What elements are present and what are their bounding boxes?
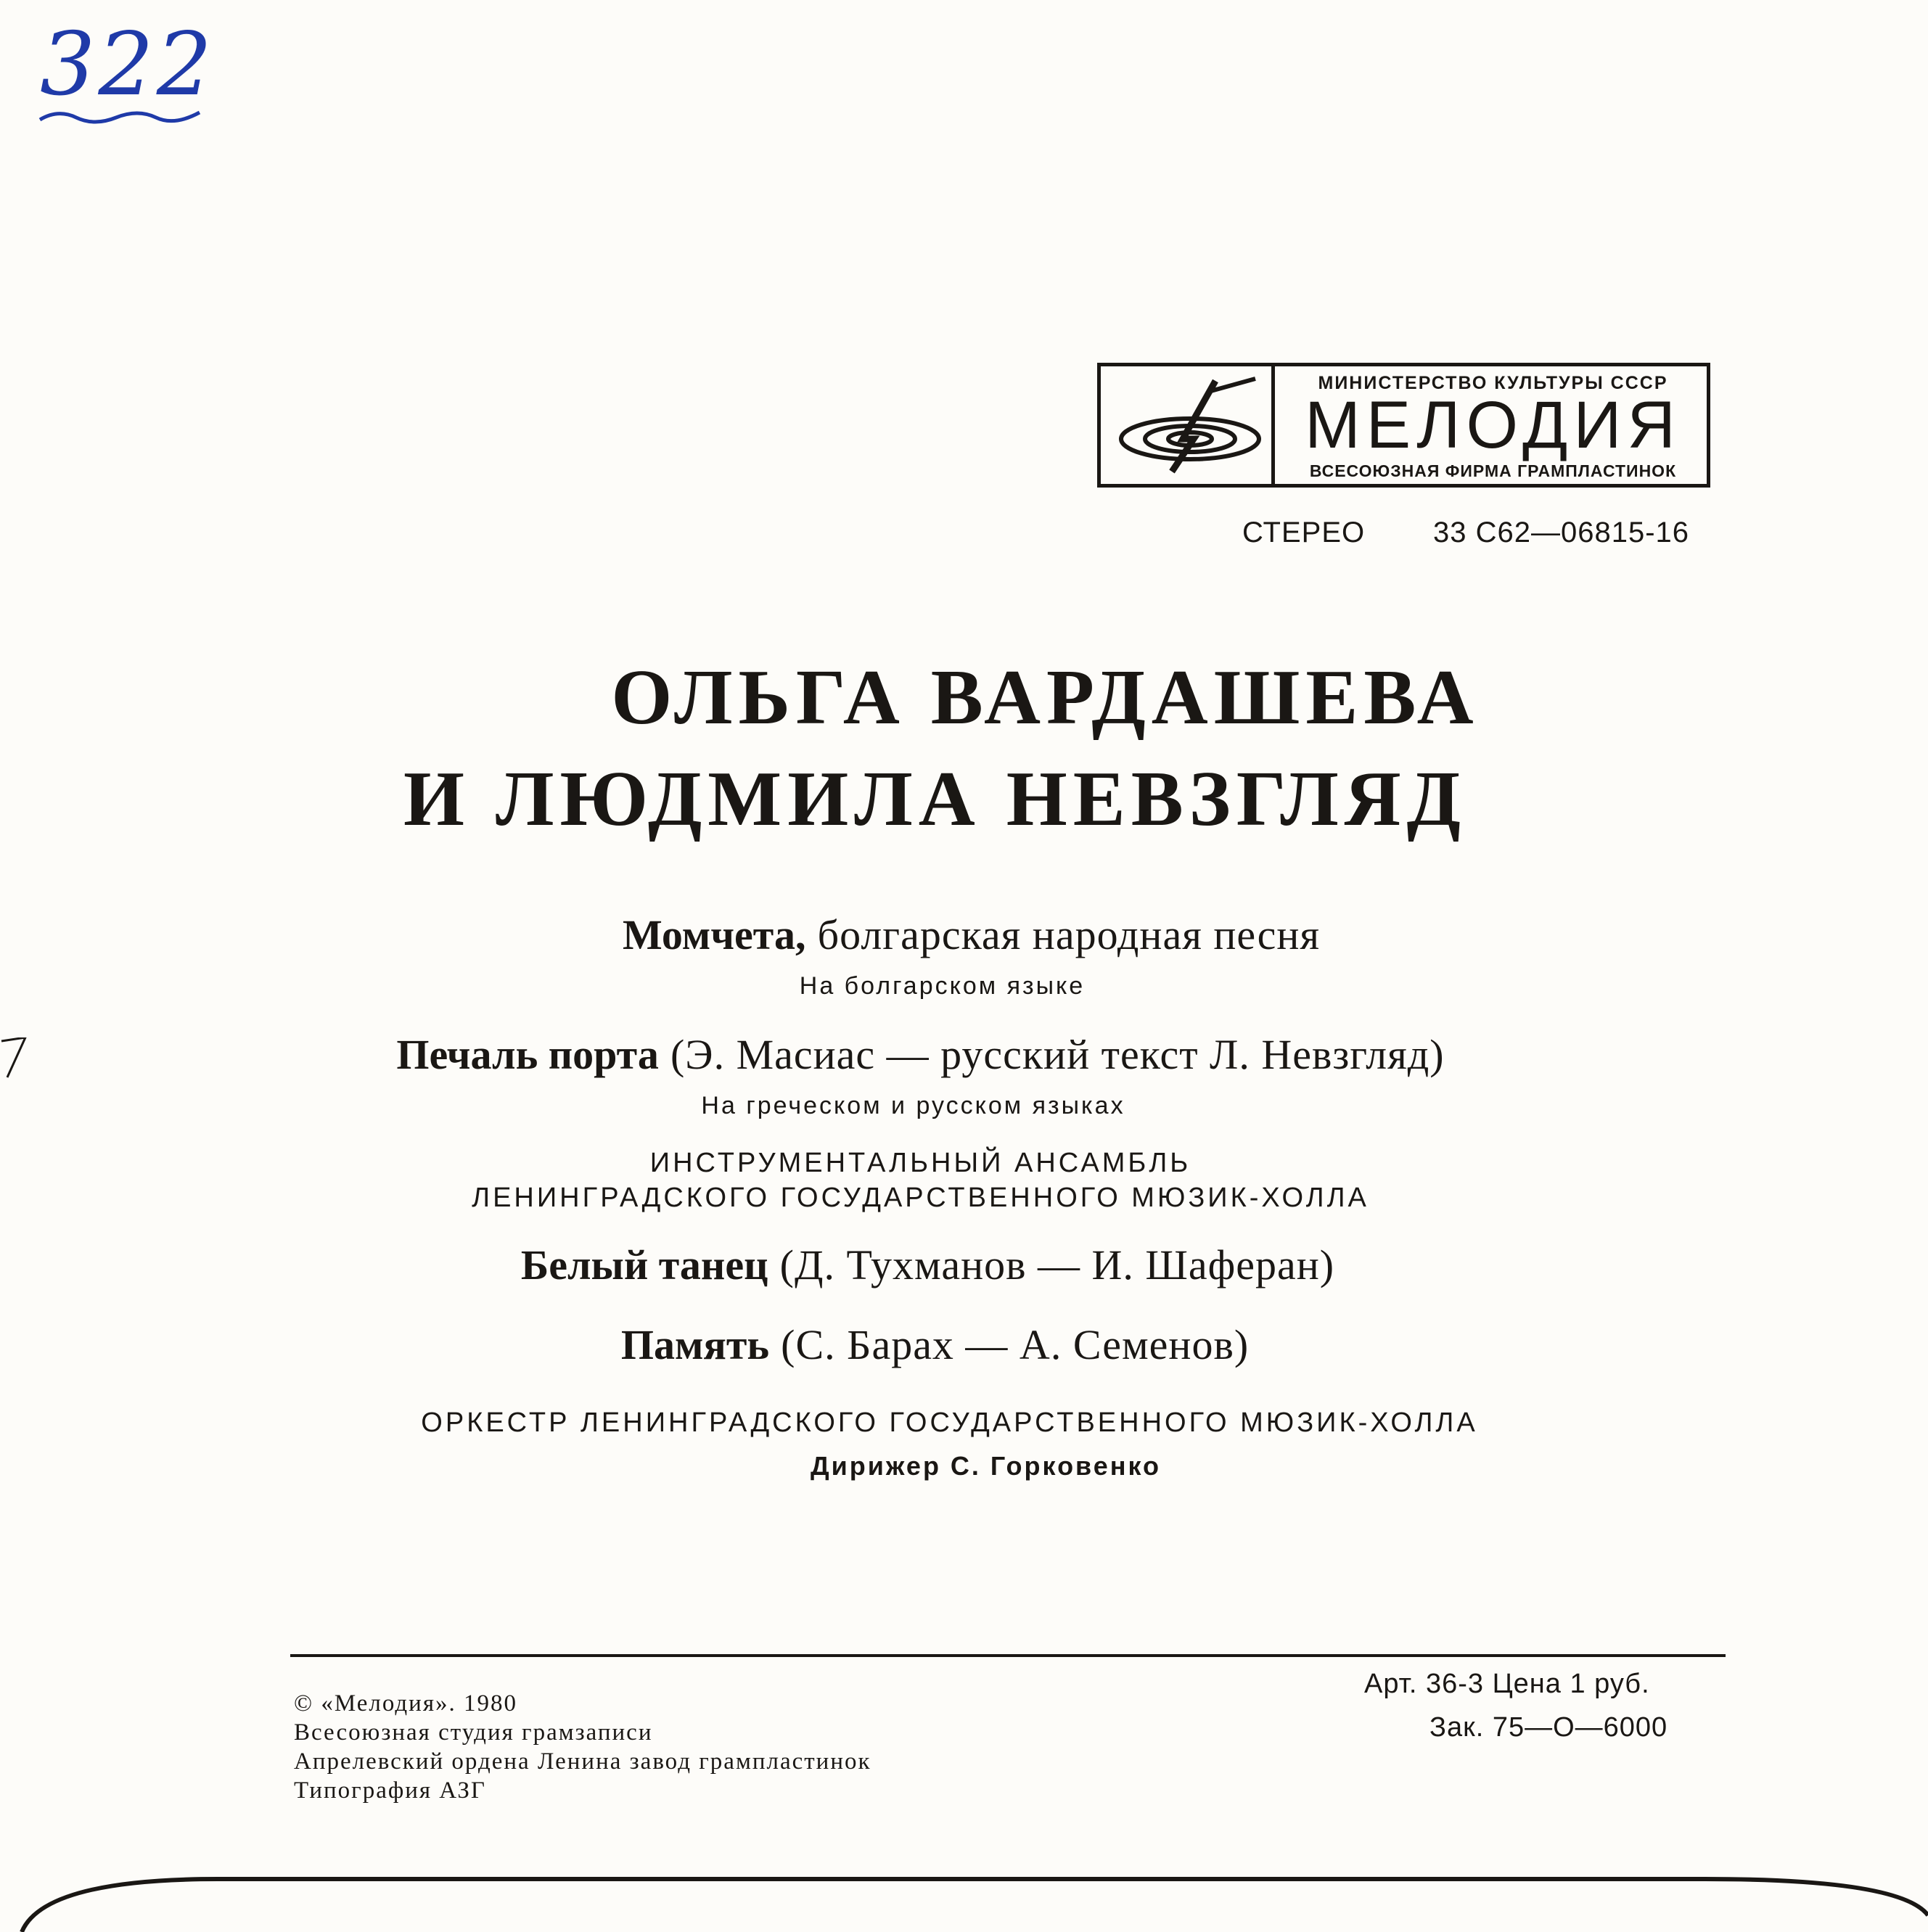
footer-copyright: © «Мелодия». 1980 [294, 1690, 518, 1717]
conductor-credit: Дирижер С. Горковенко [810, 1451, 1162, 1481]
track-2-title: Печаль порта [396, 1031, 659, 1078]
track-4-details: (С. Барах — А. Семенов) [781, 1321, 1250, 1368]
stereo-label: СТЕРЕО [1242, 517, 1366, 548]
logo-divider [1271, 363, 1275, 488]
track-4-title: Память [620, 1321, 770, 1368]
track-4 [0, 1320, 1899, 1369]
logo-firm-text: ВСЕСОЮЗНАЯ ФИРМА ГРАМПЛАСТИНОК [1309, 461, 1677, 480]
footer-price: Арт. 36-3 Цена 1 руб. [1364, 1669, 1650, 1699]
ensemble-line-1: ИНСТРУМЕНТАЛЬНЫЙ АНСАМБЛЬ [649, 1148, 1191, 1178]
footer-printing: Типография АЗГ [294, 1777, 486, 1804]
track-3-title: Белый танец [520, 1241, 768, 1288]
track-2-details: (Э. Масиас — русский текст Л. Невзгляд) [670, 1031, 1445, 1078]
artist-line-2: И ЛЮДМИЛА НЕВЗГЛЯД [403, 756, 1466, 842]
track-2-note: На греческом и русском языках [701, 1092, 1125, 1119]
melodiya-emblem-icon [1107, 370, 1266, 479]
track-1-note: На болгарском языке [799, 972, 1086, 1000]
track-1-details: болгарская народная песня [817, 911, 1321, 958]
footer-order: Зак. 75—О—6000 [1429, 1712, 1668, 1743]
footer-studio: Всесоюзная студия грамзаписи [294, 1719, 653, 1746]
handwritten-number: 322 [40, 15, 216, 115]
track-2 [0, 1030, 1884, 1079]
footer-factory: Апрелевский ордена Ленина завод грампластинок [294, 1748, 871, 1775]
footer-rule [290, 1654, 1726, 1657]
handwritten-underline [36, 102, 203, 131]
sleeve-edge-curve [0, 1857, 1928, 1932]
logo-ministry-text: МИНИСТЕРСТВО КУЛЬТУРЫ СССР [1318, 373, 1668, 393]
logo-brand-text: МЕЛОДИЯ [1305, 388, 1681, 462]
track-3 [0, 1241, 1892, 1289]
artist-line-1: ОЛЬГА ВАРДАШЕВА [611, 654, 1480, 741]
track-1-title: Момчета, [622, 911, 806, 958]
track-1 [7, 910, 1928, 959]
track-3-details: (Д. Тухманов — И. Шаферан) [779, 1241, 1335, 1288]
orchestra-credit: ОРКЕСТР ЛЕНИНГРАДСКОГО ГОСУДАРСТВЕННОГО МЮЗИК-ХОЛЛА [421, 1407, 1478, 1438]
ensemble-line-2: ЛЕНИНГРАДСКОГО ГОСУДАРСТВЕННОГО МЮЗИК-ХОЛЛА [472, 1183, 1369, 1213]
catalog-number: 33 С62—06815-16 [1433, 517, 1690, 548]
